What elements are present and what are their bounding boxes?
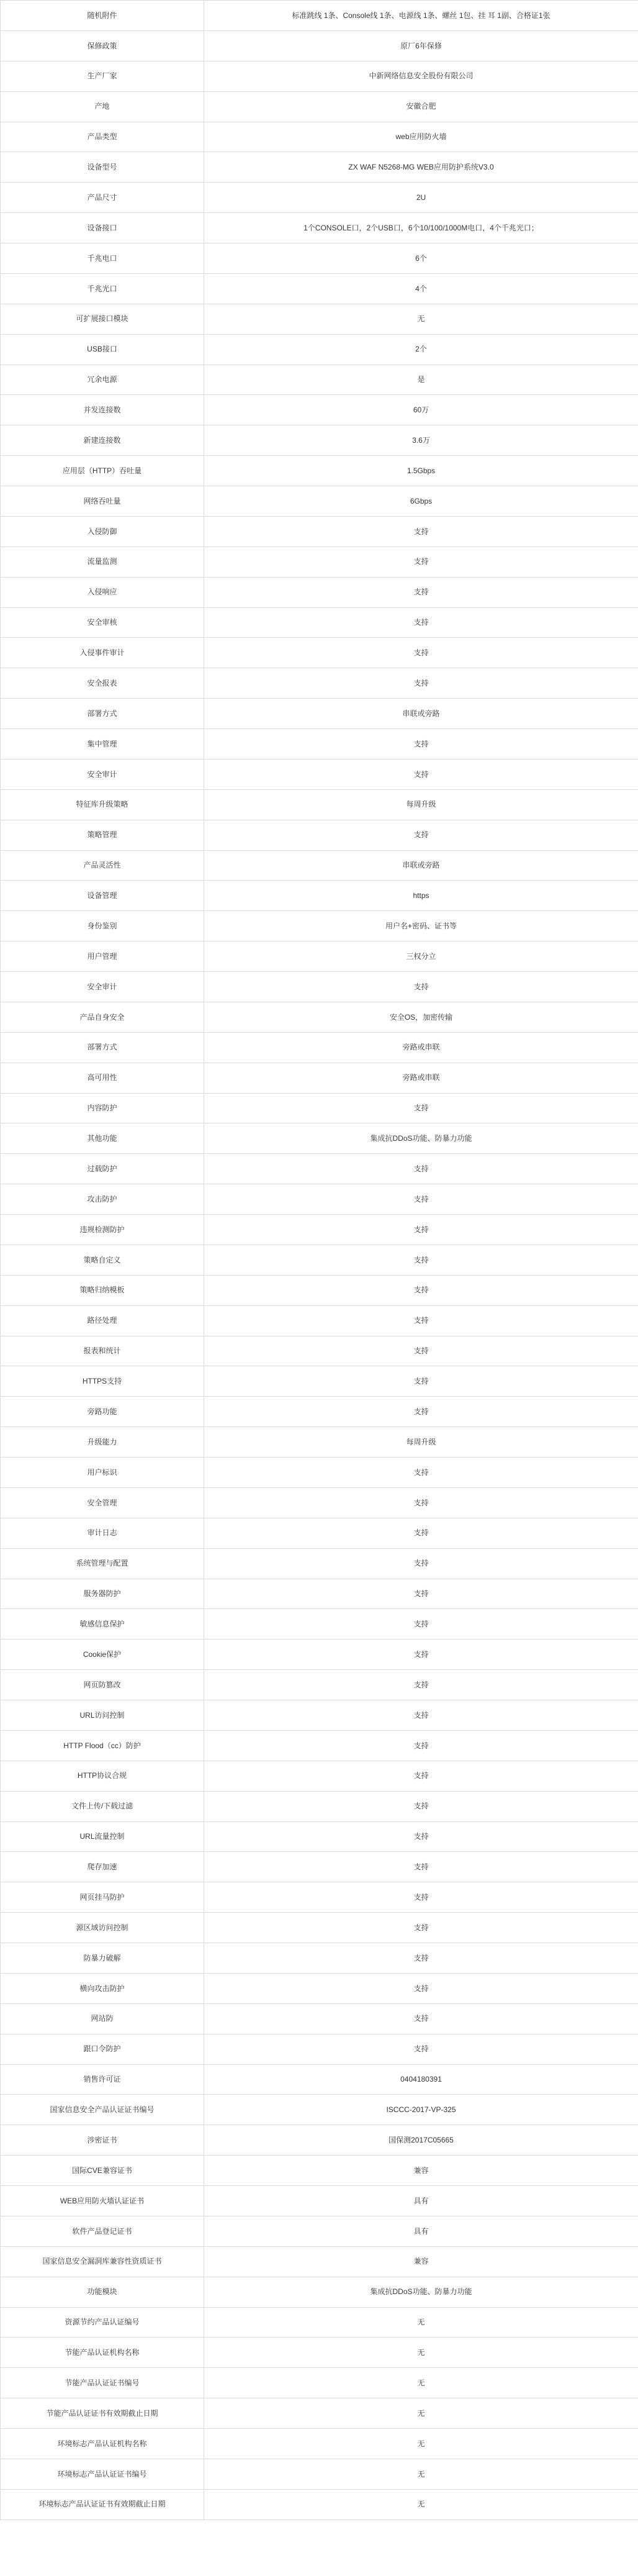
spec-value-cell: 支持 bbox=[204, 972, 638, 1002]
spec-label-cell: 策略管理 bbox=[1, 820, 204, 850]
spec-label-cell: 安全管理 bbox=[1, 1487, 204, 1518]
spec-value-cell: 旁路或串联 bbox=[204, 1032, 638, 1063]
spec-label-cell: 安全审核 bbox=[1, 607, 204, 638]
spec-label-cell: 应用层（HTTP）吞吐量 bbox=[1, 456, 204, 486]
spec-value-cell: 安徽合肥 bbox=[204, 91, 638, 122]
table-row bbox=[1, 183, 638, 213]
spec-label-cell: 环境标志产品认证证书有效期截止日期 bbox=[1, 2489, 204, 2519]
spec-label-cell: 策略归纳模板 bbox=[1, 1275, 204, 1305]
spec-value-cell: 6个 bbox=[204, 243, 638, 274]
spec-value-cell: 旁路或串联 bbox=[204, 1063, 638, 1093]
spec-value-cell: 支持 bbox=[204, 1639, 638, 1670]
table-row bbox=[1, 1579, 638, 1609]
table-row bbox=[1, 456, 638, 486]
spec-value-cell: ISCCC-2017-VP-325 bbox=[204, 2095, 638, 2125]
spec-label-cell: 身份鉴别 bbox=[1, 911, 204, 941]
table-row bbox=[1, 820, 638, 850]
spec-value-cell: 支持 bbox=[204, 1791, 638, 1821]
table-row bbox=[1, 699, 638, 729]
spec-value-cell: 兼容 bbox=[204, 2156, 638, 2186]
table-row bbox=[1, 759, 638, 789]
spec-label-cell: USB接口 bbox=[1, 334, 204, 365]
table-row bbox=[1, 577, 638, 607]
spec-value-cell: 无 bbox=[204, 2489, 638, 2519]
spec-value-cell: 支持 bbox=[204, 820, 638, 850]
table-row bbox=[1, 1002, 638, 1032]
table-row bbox=[1, 941, 638, 972]
spec-value-cell: 60万 bbox=[204, 395, 638, 425]
table-row bbox=[1, 607, 638, 638]
spec-value-cell: 无 bbox=[204, 2307, 638, 2338]
spec-value-cell: 支持 bbox=[204, 1852, 638, 1882]
spec-value-cell: 支持 bbox=[204, 1548, 638, 1579]
table-row bbox=[1, 304, 638, 334]
spec-label-cell: 产地 bbox=[1, 91, 204, 122]
table-row bbox=[1, 2459, 638, 2489]
table-row bbox=[1, 1215, 638, 1245]
spec-value-cell: 0404180391 bbox=[204, 2064, 638, 2095]
table-row bbox=[1, 425, 638, 456]
spec-value-cell: 集成抗DDoS功能、防暴力功能 bbox=[204, 2277, 638, 2307]
spec-value-cell: 支持 bbox=[204, 577, 638, 607]
spec-label-cell: 旁路功能 bbox=[1, 1397, 204, 1427]
spec-value-cell: 支持 bbox=[204, 1943, 638, 1974]
spec-value-cell: https bbox=[204, 881, 638, 911]
spec-label-cell: 路径处理 bbox=[1, 1305, 204, 1336]
spec-value-cell: 支持 bbox=[204, 759, 638, 789]
table-row bbox=[1, 2216, 638, 2246]
table-row bbox=[1, 972, 638, 1002]
spec-value-cell: 支持 bbox=[204, 1397, 638, 1427]
spec-value-cell: 支持 bbox=[204, 638, 638, 668]
table-row bbox=[1, 668, 638, 699]
table-row bbox=[1, 2398, 638, 2429]
spec-label-cell: 网站防 bbox=[1, 2003, 204, 2034]
table-row bbox=[1, 1063, 638, 1093]
spec-value-cell: 原厂6年保修 bbox=[204, 30, 638, 61]
spec-label-cell: 部署方式 bbox=[1, 1032, 204, 1063]
spec-label-cell: 跟口令防护 bbox=[1, 2034, 204, 2064]
spec-value-cell: 支持 bbox=[204, 1458, 638, 1488]
spec-label-cell: 资源节约产品认证编号 bbox=[1, 2307, 204, 2338]
table-row bbox=[1, 1275, 638, 1305]
spec-label-cell: HTTPS支持 bbox=[1, 1366, 204, 1397]
spec-label-cell: 其他功能 bbox=[1, 1123, 204, 1154]
spec-value-cell: 支持 bbox=[204, 1518, 638, 1548]
spec-value-cell: 三权分立 bbox=[204, 941, 638, 972]
spec-label-cell: 安全审计 bbox=[1, 759, 204, 789]
table-row bbox=[1, 516, 638, 546]
spec-value-cell: 支持 bbox=[204, 1913, 638, 1943]
spec-value-cell: 国保测2017C05665 bbox=[204, 2125, 638, 2156]
table-row bbox=[1, 1821, 638, 1852]
spec-label-cell: 网页防篡改 bbox=[1, 1670, 204, 1700]
spec-label-cell: 违规检测防护 bbox=[1, 1215, 204, 1245]
spec-label-cell: 安全审计 bbox=[1, 972, 204, 1002]
spec-label-cell: 产品自身安全 bbox=[1, 1002, 204, 1032]
spec-value-cell: 支持 bbox=[204, 516, 638, 546]
table-row bbox=[1, 2003, 638, 2034]
table-row bbox=[1, 1548, 638, 1579]
spec-label-cell: 网页挂马防护 bbox=[1, 1882, 204, 1913]
spec-label-cell: HTTP Flood（cc）防护 bbox=[1, 1730, 204, 1761]
spec-label-cell: 爬存加速 bbox=[1, 1852, 204, 1882]
spec-label-cell: 涉密证书 bbox=[1, 2125, 204, 2156]
spec-label-cell: 审计日志 bbox=[1, 1518, 204, 1548]
spec-label-cell: 千兆电口 bbox=[1, 243, 204, 274]
spec-label-cell: 流量监测 bbox=[1, 546, 204, 577]
spec-value-cell: 2U bbox=[204, 183, 638, 213]
spec-label-cell: 国际CVE兼容证书 bbox=[1, 2156, 204, 2186]
spec-value-cell: 每周升级 bbox=[204, 789, 638, 820]
spec-value-cell: ZX WAF N5268-MG WEB应用防护系统V3.0 bbox=[204, 152, 638, 183]
spec-label-cell: 国家信息安全产品认证证书编号 bbox=[1, 2095, 204, 2125]
spec-value-cell: 每周升级 bbox=[204, 1427, 638, 1458]
spec-label-cell: 产品类型 bbox=[1, 122, 204, 152]
spec-value-cell: 具有 bbox=[204, 2186, 638, 2216]
spec-value-cell: 支持 bbox=[204, 1882, 638, 1913]
spec-value-cell: 支持 bbox=[204, 546, 638, 577]
spec-value-cell: 支持 bbox=[204, 1821, 638, 1852]
spec-label-cell: 用户管理 bbox=[1, 941, 204, 972]
spec-label-cell: 产品灵活性 bbox=[1, 850, 204, 881]
spec-label-cell: 升级能力 bbox=[1, 1427, 204, 1458]
table-row bbox=[1, 2489, 638, 2519]
table-row bbox=[1, 334, 638, 365]
spec-label-cell: HTTP协议合规 bbox=[1, 1761, 204, 1791]
spec-label-cell: 环境标志产品认证证书编号 bbox=[1, 2459, 204, 2489]
table-row bbox=[1, 789, 638, 820]
spec-label-cell: 入侵事件审计 bbox=[1, 638, 204, 668]
spec-value-cell: web应用防火墙 bbox=[204, 122, 638, 152]
table-row bbox=[1, 1791, 638, 1821]
table-row bbox=[1, 1609, 638, 1639]
table-row bbox=[1, 91, 638, 122]
table-row bbox=[1, 273, 638, 304]
spec-value-cell: 兼容 bbox=[204, 2246, 638, 2277]
table-row bbox=[1, 1700, 638, 1731]
spec-label-cell: 攻击防护 bbox=[1, 1184, 204, 1215]
spec-value-cell: 支持 bbox=[204, 1154, 638, 1184]
spec-label-cell: 生产厂家 bbox=[1, 61, 204, 91]
spec-table-body bbox=[1, 1, 638, 2520]
spec-label-cell: 销售许可证 bbox=[1, 2064, 204, 2095]
table-row bbox=[1, 2368, 638, 2398]
table-row bbox=[1, 2034, 638, 2064]
spec-label-cell: 过载防护 bbox=[1, 1154, 204, 1184]
spec-value-cell: 6Gbps bbox=[204, 486, 638, 517]
spec-label-cell: 入侵响应 bbox=[1, 577, 204, 607]
spec-label-cell: URL流量控制 bbox=[1, 1821, 204, 1852]
table-row bbox=[1, 1, 638, 31]
spec-label-cell: 节能产品认证证书编号 bbox=[1, 2368, 204, 2398]
table-row bbox=[1, 1487, 638, 1518]
table-row bbox=[1, 1943, 638, 1974]
spec-label-cell: 内容防护 bbox=[1, 1093, 204, 1123]
spec-value-cell: 串联或旁路 bbox=[204, 850, 638, 881]
table-row bbox=[1, 1305, 638, 1336]
spec-value-cell: 无 bbox=[204, 2368, 638, 2398]
spec-value-cell: 支持 bbox=[204, 1761, 638, 1791]
spec-value-cell: 支持 bbox=[204, 1336, 638, 1366]
table-row bbox=[1, 1184, 638, 1215]
spec-value-cell: 标准跳线 1条、Console线 1条、电源线 1条、螺丝 1包、挂 耳 1副、合格证1张 bbox=[204, 1, 638, 31]
table-row bbox=[1, 850, 638, 881]
spec-value-cell: 支持 bbox=[204, 1245, 638, 1275]
table-row bbox=[1, 1397, 638, 1427]
spec-label-cell: 文件上传/下载过滤 bbox=[1, 1791, 204, 1821]
spec-value-cell: 支持 bbox=[204, 1184, 638, 1215]
table-row bbox=[1, 1518, 638, 1548]
spec-value-cell: 支持 bbox=[204, 1275, 638, 1305]
spec-label-cell: URL访问控制 bbox=[1, 1700, 204, 1731]
table-row bbox=[1, 122, 638, 152]
table-row bbox=[1, 1761, 638, 1791]
spec-value-cell: 支持 bbox=[204, 2034, 638, 2064]
spec-label-cell: 敏感信息保护 bbox=[1, 1609, 204, 1639]
spec-label-cell: 软件产品登记证书 bbox=[1, 2216, 204, 2246]
spec-value-cell: 支持 bbox=[204, 1215, 638, 1245]
spec-label-cell: 随机附件 bbox=[1, 1, 204, 31]
table-row bbox=[1, 1093, 638, 1123]
spec-label-cell: 新建连接数 bbox=[1, 425, 204, 456]
spec-label-cell: 设备型号 bbox=[1, 152, 204, 183]
table-row bbox=[1, 2246, 638, 2277]
spec-value-cell: 无 bbox=[204, 304, 638, 334]
table-row bbox=[1, 1245, 638, 1275]
spec-label-cell: 系统管理与配置 bbox=[1, 1548, 204, 1579]
spec-label-cell: 安全报表 bbox=[1, 668, 204, 699]
spec-value-cell: 支持 bbox=[204, 607, 638, 638]
spec-label-cell: 设备管理 bbox=[1, 881, 204, 911]
spec-label-cell: 产品尺寸 bbox=[1, 183, 204, 213]
table-row bbox=[1, 395, 638, 425]
spec-label-cell: 国家信息安全漏洞库兼容性资质证书 bbox=[1, 2246, 204, 2277]
table-row bbox=[1, 1973, 638, 2003]
spec-label-cell: 特征库升级策略 bbox=[1, 789, 204, 820]
table-row bbox=[1, 61, 638, 91]
spec-value-cell: 支持 bbox=[204, 1579, 638, 1609]
table-row bbox=[1, 1730, 638, 1761]
spec-value-cell: 支持 bbox=[204, 1487, 638, 1518]
spec-value-cell: 支持 bbox=[204, 2003, 638, 2034]
table-row bbox=[1, 2064, 638, 2095]
spec-value-cell: 安全OS，加密传输 bbox=[204, 1002, 638, 1032]
spec-label-cell: 用户标识 bbox=[1, 1458, 204, 1488]
spec-value-cell: 是 bbox=[204, 365, 638, 395]
table-row bbox=[1, 2186, 638, 2216]
spec-value-cell: 3.6万 bbox=[204, 425, 638, 456]
spec-value-cell: 支持 bbox=[204, 1609, 638, 1639]
spec-value-cell: 中新网络信息安全股份有限公司 bbox=[204, 61, 638, 91]
spec-label-cell: WEB应用防火墙认证证书 bbox=[1, 2186, 204, 2216]
spec-label-cell: 环境标志产品认证机构名称 bbox=[1, 2429, 204, 2459]
table-row bbox=[1, 1913, 638, 1943]
table-row bbox=[1, 1852, 638, 1882]
table-row bbox=[1, 2125, 638, 2156]
spec-label-cell: 报表和统计 bbox=[1, 1336, 204, 1366]
spec-value-cell: 1.5Gbps bbox=[204, 456, 638, 486]
table-row bbox=[1, 638, 638, 668]
spec-label-cell: 节能产品认证证书有效期截止日期 bbox=[1, 2398, 204, 2429]
spec-value-cell: 4个 bbox=[204, 273, 638, 304]
spec-value-cell: 支持 bbox=[204, 1670, 638, 1700]
spec-value-cell: 用户名+密码、证书等 bbox=[204, 911, 638, 941]
spec-value-cell: 无 bbox=[204, 2429, 638, 2459]
spec-label-cell: 服务器防护 bbox=[1, 1579, 204, 1609]
spec-label-cell: 防暴力破解 bbox=[1, 1943, 204, 1974]
spec-value-cell: 2个 bbox=[204, 334, 638, 365]
table-row bbox=[1, 2307, 638, 2338]
spec-label-cell: Cookie保护 bbox=[1, 1639, 204, 1670]
spec-label-cell: 入侵防御 bbox=[1, 516, 204, 546]
spec-label-cell: 功能模块 bbox=[1, 2277, 204, 2307]
spec-label-cell: 冗余电源 bbox=[1, 365, 204, 395]
spec-value-cell: 具有 bbox=[204, 2216, 638, 2246]
spec-value-cell: 支持 bbox=[204, 1305, 638, 1336]
table-row bbox=[1, 243, 638, 274]
spec-label-cell: 节能产品认证机构名称 bbox=[1, 2338, 204, 2368]
spec-label-cell: 并发连接数 bbox=[1, 395, 204, 425]
spec-label-cell: 集中管理 bbox=[1, 729, 204, 760]
spec-value-cell: 无 bbox=[204, 2398, 638, 2429]
table-row bbox=[1, 729, 638, 760]
spec-value-cell: 支持 bbox=[204, 729, 638, 760]
table-row bbox=[1, 2429, 638, 2459]
table-row bbox=[1, 1882, 638, 1913]
spec-value-cell: 集成抗DDoS功能、防暴力功能 bbox=[204, 1123, 638, 1154]
table-row bbox=[1, 486, 638, 517]
spec-label-cell: 源区域访问控制 bbox=[1, 1913, 204, 1943]
table-row bbox=[1, 2156, 638, 2186]
table-row bbox=[1, 1458, 638, 1488]
spec-label-cell: 可扩展接口模块 bbox=[1, 304, 204, 334]
spec-value-cell: 无 bbox=[204, 2338, 638, 2368]
table-row bbox=[1, 213, 638, 243]
table-row bbox=[1, 2277, 638, 2307]
table-row bbox=[1, 1670, 638, 1700]
spec-label-cell: 策略自定义 bbox=[1, 1245, 204, 1275]
spec-label-cell: 高可用性 bbox=[1, 1063, 204, 1093]
spec-value-cell: 支持 bbox=[204, 1700, 638, 1731]
table-row bbox=[1, 30, 638, 61]
table-row bbox=[1, 2095, 638, 2125]
spec-value-cell: 支持 bbox=[204, 1093, 638, 1123]
table-row bbox=[1, 546, 638, 577]
table-row bbox=[1, 152, 638, 183]
spec-label-cell: 部署方式 bbox=[1, 699, 204, 729]
table-row bbox=[1, 881, 638, 911]
spec-value-cell: 支持 bbox=[204, 1366, 638, 1397]
spec-label-cell: 网络吞吐量 bbox=[1, 486, 204, 517]
table-row bbox=[1, 1639, 638, 1670]
table-row bbox=[1, 2338, 638, 2368]
spec-value-cell: 支持 bbox=[204, 1730, 638, 1761]
spec-label-cell: 千兆光口 bbox=[1, 273, 204, 304]
spec-value-cell: 1个CONSOLE口，2个USB口，6个10/100/1000M电口，4个千兆光口； bbox=[204, 213, 638, 243]
table-row bbox=[1, 1032, 638, 1063]
spec-value-cell: 无 bbox=[204, 2459, 638, 2489]
table-row bbox=[1, 911, 638, 941]
spec-label-cell: 设备接口 bbox=[1, 213, 204, 243]
spec-value-cell: 支持 bbox=[204, 668, 638, 699]
table-row bbox=[1, 1427, 638, 1458]
table-row bbox=[1, 1123, 638, 1154]
table-row bbox=[1, 365, 638, 395]
table-row bbox=[1, 1366, 638, 1397]
table-row bbox=[1, 1154, 638, 1184]
spec-label-cell: 横向攻击防护 bbox=[1, 1973, 204, 2003]
spec-value-cell: 支持 bbox=[204, 1973, 638, 2003]
table-row bbox=[1, 1336, 638, 1366]
spec-value-cell: 串联或旁路 bbox=[204, 699, 638, 729]
spec-label-cell: 保修政策 bbox=[1, 30, 204, 61]
